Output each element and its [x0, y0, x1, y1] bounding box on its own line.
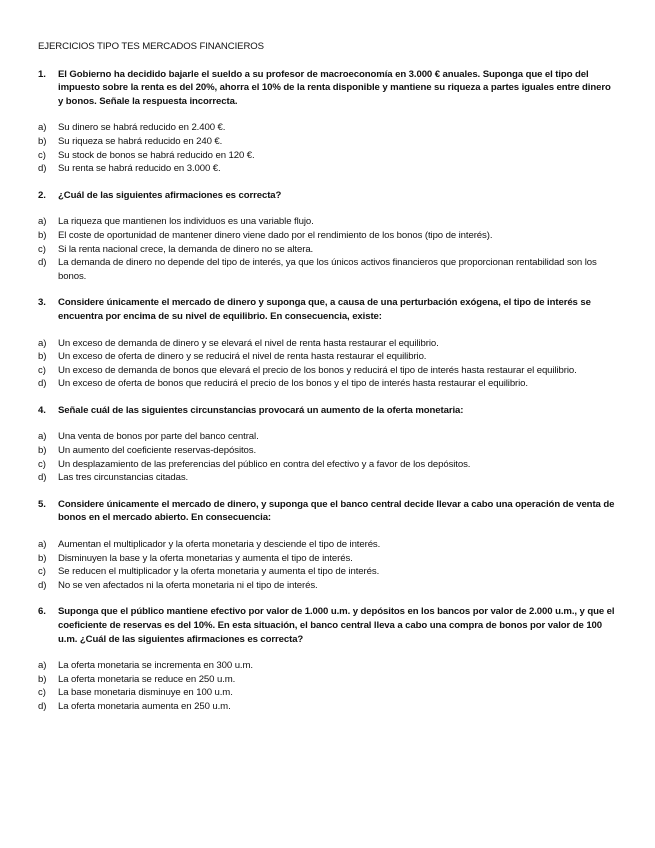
option-b: [38, 673, 618, 687]
option-letter: b): [38, 552, 47, 564]
option-text: Una venta de bonos por parte del banco central.: [58, 431, 259, 443]
question-text: Considere únicamente el mercado de dinero y suponga que, a causa de una perturbación exógena, el tipo de interés se encuentra por encima de su nivel de equilibrio. En consecuencia, existe:: [58, 297, 591, 322]
option-letter: d): [38, 700, 47, 712]
question-6: [38, 605, 618, 713]
question-number: 6.: [38, 606, 46, 618]
question-text: ¿Cuál de las siguientes afirmaciones es correcta?: [58, 189, 282, 201]
question-text: Señale cuál de las siguientes circunstancias provocará un aumento de la oferta monetaria:: [58, 404, 464, 416]
option-c: [38, 686, 618, 700]
option-text: Su renta se habrá reducido en 3.000 €.: [58, 163, 221, 175]
option-b: [38, 444, 618, 458]
question-3: [38, 296, 618, 391]
question-number: 5.: [38, 498, 46, 510]
option-d: [38, 377, 618, 391]
question-heading: [38, 404, 618, 418]
option-letter: c): [38, 364, 46, 376]
option-a: [38, 659, 618, 673]
option-letter: d): [38, 472, 47, 484]
option-c: [38, 364, 618, 378]
question-heading: [38, 189, 618, 203]
question-4: [38, 404, 618, 485]
option-letter: a): [38, 122, 47, 134]
option-b: [38, 350, 618, 364]
option-d: [38, 162, 618, 176]
option-text: Un exceso de oferta de bonos que reducirá el precio de los bonos y el tipo de interés hasta restaurar el equilibrio.: [58, 378, 528, 390]
option-a: [38, 538, 618, 552]
question-number: 4.: [38, 404, 46, 416]
option-a: [38, 121, 618, 135]
option-text: La demanda de dinero no depende del tipo de interés, ya que los únicos activos financieros que proporcionan rentabilidad son los bonos.: [58, 257, 597, 282]
option-text: Su riqueza se habrá reducido en 240 €.: [58, 135, 223, 147]
option-c: [38, 565, 618, 579]
option-letter: b): [38, 445, 47, 457]
option-d: [38, 579, 618, 593]
document-page: [38, 40, 618, 727]
option-d: [38, 471, 618, 485]
option-letter: a): [38, 337, 47, 349]
option-text: Un aumento del coeficiente reservas-depósitos.: [58, 445, 257, 457]
option-a: [38, 430, 618, 444]
option-c: [38, 243, 618, 257]
option-text: Las tres circunstancias citadas.: [58, 472, 189, 484]
question-heading: [38, 605, 618, 646]
option-letter: d): [38, 257, 47, 269]
option-text: Si la renta nacional crece, la demanda de dinero no se altera.: [58, 243, 314, 255]
option-text: El coste de oportunidad de mantener dinero viene dado por el rendimiento de los bonos (tipo de interés).: [58, 229, 493, 241]
option-d: [38, 256, 618, 283]
option-text: La base monetaria disminuye en 100 u.m.: [58, 687, 233, 699]
option-text: Su stock de bonos se habrá reducido en 120 €.: [58, 149, 255, 161]
option-letter: c): [38, 458, 46, 470]
option-text: No se ven afectados ni la oferta monetaria ni el tipo de interés.: [58, 579, 318, 591]
option-text: Disminuyen la base y la oferta monetarias y aumenta el tipo de interés.: [58, 552, 353, 564]
question-text: Suponga que el público mantiene efectivo por valor de 1.000 u.m. y depósitos en los bancos por valor de 2.000 u.m., y que el coeficiente de reservas es del 10%. En esta situación, el banco central lleva a cabo una compra de bonos por valor de 100 u.m. ¿Cuál de las siguientes afirmaciones es correcta?: [58, 606, 615, 645]
question-number: 2.: [38, 189, 46, 201]
option-text: Aumentan el multiplicador y la oferta monetaria y desciende el tipo de interés.: [58, 539, 381, 551]
option-text: Un exceso de demanda de dinero y se elevará el nivel de renta hasta restaurar el equilibrio.: [58, 337, 439, 349]
question-2: [38, 189, 618, 284]
option-b: [38, 135, 618, 149]
option-letter: c): [38, 149, 46, 161]
option-a: [38, 337, 618, 351]
option-letter: b): [38, 135, 47, 147]
question-number: 1.: [38, 68, 46, 80]
option-letter: c): [38, 243, 46, 255]
option-letter: b): [38, 351, 47, 363]
question-heading: [38, 296, 618, 323]
option-text: Su dinero se habrá reducido en 2.400 €.: [58, 122, 226, 134]
question-1: [38, 68, 618, 176]
option-letter: c): [38, 566, 46, 578]
option-letter: b): [38, 673, 47, 685]
option-letter: a): [38, 216, 47, 228]
option-letter: c): [38, 687, 46, 699]
option-text: Un exceso de demanda de bonos que elevará el precio de los bonos y reducirá el tipo de interés hasta restaurar el equilibrio.: [58, 364, 577, 376]
option-letter: a): [38, 431, 47, 443]
option-c: [38, 149, 618, 163]
option-letter: d): [38, 579, 47, 591]
option-a: [38, 215, 618, 229]
option-letter: d): [38, 378, 47, 390]
question-text: Considere únicamente el mercado de dinero, y suponga que el banco central decide llevar a cabo una operación de venta de bonos en el mercado abierto. En consecuencia:: [58, 498, 615, 524]
option-text: Un desplazamiento de las preferencias del público en contra del efectivo y a favor de los depósitos.: [58, 458, 471, 470]
option-letter: b): [38, 229, 47, 241]
option-text: Se reducen el multiplicador y la oferta monetaria y aumenta el tipo de interés.: [58, 566, 380, 578]
option-text: La oferta monetaria se incrementa en 300 u.m.: [58, 660, 253, 672]
option-letter: a): [38, 539, 47, 551]
question-heading: [38, 68, 618, 109]
question-number: 3.: [38, 297, 46, 309]
option-text: La riqueza que mantienen los individuos es una variable flujo.: [58, 216, 314, 228]
option-b: [38, 552, 618, 566]
option-letter: d): [38, 163, 47, 175]
option-letter: a): [38, 660, 47, 672]
question-text: El Gobierno ha decidido bajarle el sueldo a su profesor de macroeconomía en 3.000 € anuales. Suponga que el tipo del impuesto sobre la renta es del 20%, ahorra el 10% de la renta disponible y mantiene su riqueza a partes iguales entre dinero y bonos. Señale la respuesta incorrecta.: [58, 68, 611, 107]
option-c: [38, 458, 618, 472]
option-b: [38, 229, 618, 243]
document-title: EJERCICIOS TIPO TES MERCADOS FINANCIEROS: [38, 41, 264, 52]
option-text: La oferta monetaria aumenta en 250 u.m.: [58, 700, 231, 712]
option-d: [38, 700, 618, 714]
option-text: La oferta monetaria se reduce en 250 u.m.: [58, 673, 236, 685]
question-heading: [38, 498, 618, 525]
question-5: [38, 498, 618, 593]
option-text: Un exceso de oferta de dinero y se reducirá el nivel de renta hasta restaurar el equilibrio.: [58, 351, 427, 363]
